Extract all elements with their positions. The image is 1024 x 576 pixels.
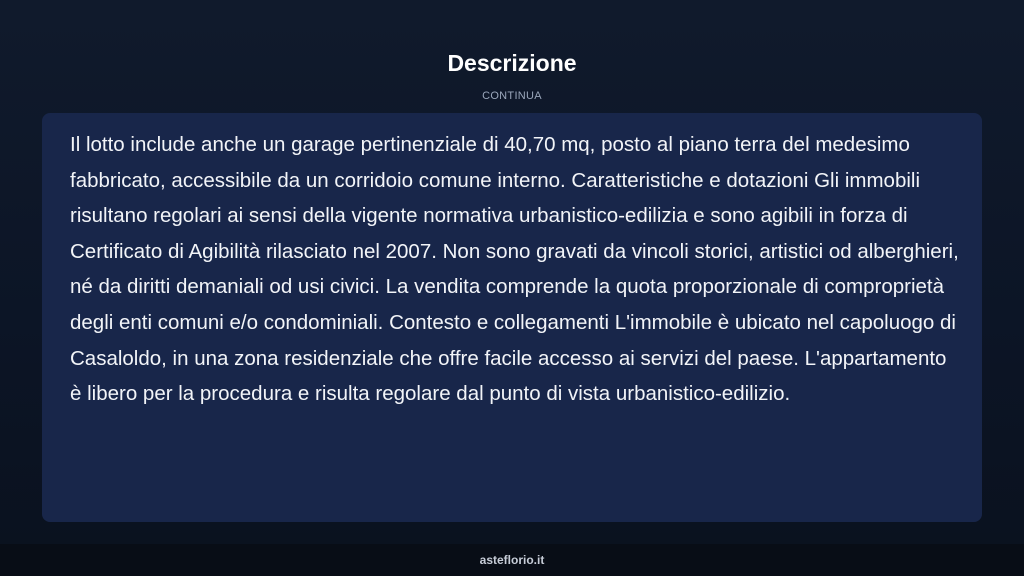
description-card [42, 113, 982, 522]
page-title: Descrizione [447, 50, 577, 76]
site-name: asteflorio.it [479, 553, 545, 567]
description-text: Il lotto include anche un garage pertinenziale di 40,70 mq, posto al piano terra del medesimo fabbricato, accessibile da un corridoio comune interno. Caratteristiche e dotazioni Gli immobili risultano regolari ai sensi della vigente normativa urbanistico-edilizia e sono agibili in forza di Certificato di Agibilità rilasciato nel 2007. Non sono gravati da vincoli storici, artistici od alberghieri, né da diritti demaniali od usi civici. La vendita comprende la quota proporzionale di comproprietà degli enti comuni e/o condominiali. Contesto e collegamenti L'immobile è ubicato nel capoluogo di Casaloldo, in una zona residenziale che offre facile accesso ai servizi del paese. L'appartamento è libero per la procedura e risulta regolare dal punto di vista urbanistico-edilizio. [70, 133, 959, 406]
footer-bar [0, 544, 1024, 576]
continued-label: CONTINUA [482, 90, 542, 102]
